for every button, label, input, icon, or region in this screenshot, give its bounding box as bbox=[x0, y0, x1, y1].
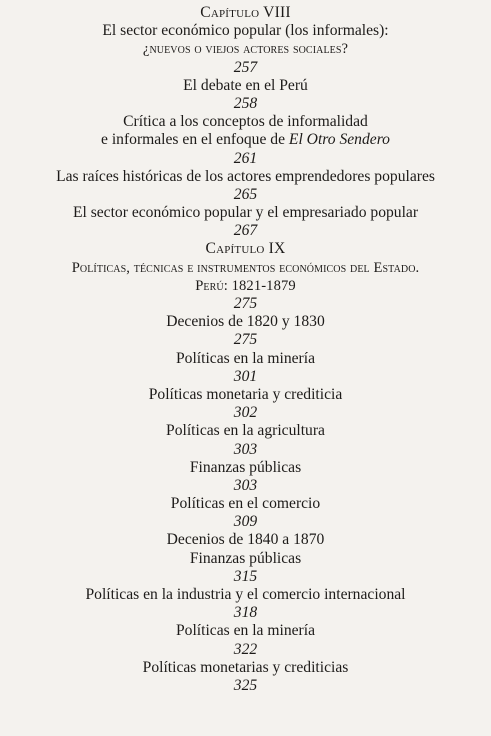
era2-mineria-page: 322 bbox=[233, 640, 258, 658]
chapter-8-title-line-2: ¿nuevos o viejos actores sociales? bbox=[142, 41, 349, 58]
section-critica-line-1: Crítica a los conceptos de informalidad bbox=[123, 113, 368, 131]
era1-finanzas: Finanzas públicas bbox=[189, 458, 302, 476]
chapter-8-title-line-1: El sector económico popular (los informales): bbox=[102, 22, 389, 40]
chapter-9-heading: Capítulo IX bbox=[205, 240, 286, 258]
era-1840-1870: Decenios de 1840 a 1870 bbox=[166, 531, 325, 549]
era1-monetaria: Políticas monetaria y crediticia bbox=[148, 385, 343, 403]
era2-monetarias-page: 325 bbox=[233, 676, 258, 694]
era2-finanzas: Finanzas públicas bbox=[189, 549, 302, 567]
section-critica-line-2-text: e informales en el enfoque de bbox=[101, 131, 289, 149]
era2-mineria: Políticas en la minería bbox=[175, 622, 315, 640]
book-title-otro-sendero: El Otro Sendero bbox=[288, 131, 390, 149]
section-debate-peru: El debate en el Perú bbox=[183, 76, 308, 94]
era1-mineria-page: 301 bbox=[233, 367, 258, 385]
era2-industria: Políticas en la industria y el comercio internacional bbox=[85, 586, 406, 603]
era1-monetaria-page: 302 bbox=[233, 404, 258, 422]
era1-agricultura-page: 303 bbox=[233, 440, 258, 458]
section-raices-historicas: Las raíces históricas de los actores emprendedores populares bbox=[56, 167, 435, 185]
section-raices-historicas-page: 265 bbox=[233, 185, 258, 203]
era2-monetarias: Políticas monetarias y crediticias bbox=[142, 658, 349, 676]
era1-mineria: Políticas en la minería bbox=[175, 349, 315, 367]
section-critica-page: 261 bbox=[233, 149, 258, 167]
chapter-8-heading: Capítulo VIII bbox=[200, 4, 291, 21]
era1-comercio: Políticas en el comercio bbox=[170, 495, 321, 513]
section-debate-peru-page: 258 bbox=[233, 94, 258, 112]
era-1820-1830-page: 275 bbox=[233, 331, 258, 349]
era2-finanzas-page: 315 bbox=[233, 567, 258, 585]
chapter-9-title-line-2: Perú: 1821-1879 bbox=[195, 277, 296, 294]
era1-agricultura: Políticas en la agricultura bbox=[166, 422, 325, 440]
section-critica-line-2 bbox=[0, 131, 491, 149]
chapter-9-page-number: 275 bbox=[233, 295, 258, 312]
chapter-9-title-line-1: Políticas, técnicas e instrumentos económicos del Estado. bbox=[71, 259, 420, 276]
section-empresariado-popular: El sector económico popular y el empresariado popular bbox=[72, 204, 419, 222]
era1-finanzas-page: 303 bbox=[233, 476, 258, 494]
section-empresariado-popular-page: 267 bbox=[233, 222, 258, 240]
era2-industria-page: 318 bbox=[233, 604, 258, 622]
chapter-8-page-number: 257 bbox=[233, 58, 258, 76]
era1-comercio-page: 309 bbox=[233, 513, 258, 531]
era-1820-1830: Decenios de 1820 y 1830 bbox=[166, 313, 325, 331]
